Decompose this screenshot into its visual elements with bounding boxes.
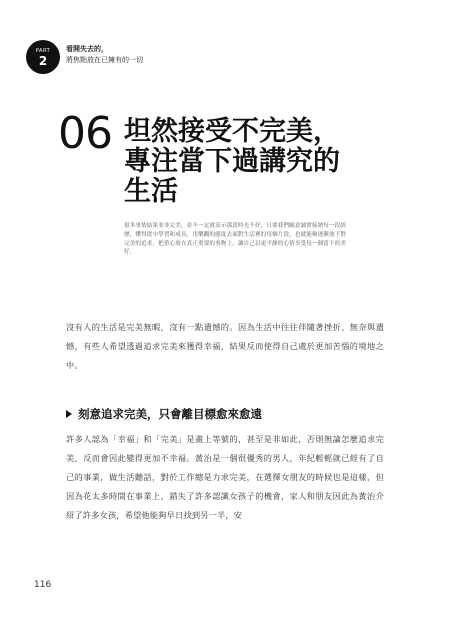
chapter-title [124, 117, 404, 207]
part-title-line-1: 看開失去的， [66, 45, 108, 53]
body-paragraph-1: 沒有人的生活是完美無暇，沒有一點遺憾的。因為生活中往往伴隨著挫折、無奈與遺憾，有些人希望透過追求完美來獲得幸福，結果反而使得自己處於更加苦惱的境地之中。 [66, 322, 384, 370]
part-badge [26, 40, 60, 74]
chapter-title-line-2: 專注當下過講究的 [124, 146, 340, 177]
chapter-title-line-1: 坦然接受不完美， [124, 116, 340, 147]
section-heading-text: 刻意追求完美，只會離目標愈來愈遠 [78, 407, 262, 421]
section-heading [66, 406, 262, 422]
page-number: 116 [34, 580, 52, 590]
part-title [66, 44, 266, 66]
part-number: 2 [38, 53, 48, 68]
part-title-line-2: 將焦點放在已擁有的一切 [66, 56, 143, 64]
chapter-number: 06 [58, 108, 112, 159]
triangle-bullet-icon [66, 410, 72, 418]
chapter-intro: 很多事情結果並非完美，並不一定就表示那段時光不好，只要我們願意誠實接納每一段經歷，懂得從中學習和成長，用樂觀的態度去面對生活裡的每個片段，也就能夠逐漸放下對完美的追求，把重心放在真正重要的事物上，讓自己以更平靜的心情享受每一個當下的美好。 [124, 223, 346, 256]
part-label: PART [35, 47, 51, 54]
body-paragraph-2: 許多人認為「幸福」和「完美」是畫上等號的，甚至是非如此，否則無論怎麼追求完美，反而會因此變得更加不幸福。黃治是一個很優秀的男人，年紀輕輕就已經有了自己的事業，做生活聽話，對於工作總是力求完美，在選擇女朋友的時候也是這樣，但因為花太多時間在事業上，錯失了許多認識女孩子的機會，家人和朋友因此為黃治介紹了許多女孩，希望他能夠早日找到另一半，安 [66, 434, 384, 520]
chapter-title-line-3: 生活 [124, 176, 178, 207]
